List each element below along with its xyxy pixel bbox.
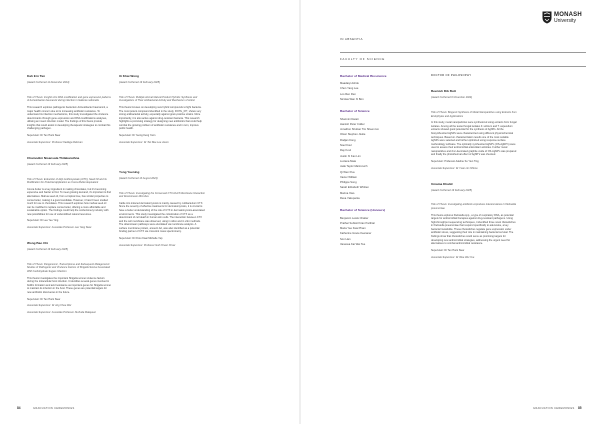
header-rule-top xyxy=(340,52,586,53)
list-item: Marina Xiao xyxy=(340,191,355,195)
list-item: Qi Wen Pua xyxy=(340,170,355,174)
graduate-name: Kah Ern Tan xyxy=(27,74,45,78)
list-item: Nicolas Wan Xi Bon xyxy=(340,98,364,102)
associate-supervisor: Associate Supervisor: Professor Goh Chuen Chow xyxy=(119,243,176,247)
thesis-title: Title of Thesis: Extraction of Allyl isothiocyanate (AITC), Seed Oil and its Modification for Potential Application as Cocoa Butter Equivalent xyxy=(27,177,107,185)
graduate-entry xyxy=(27,241,111,315)
list-item: Katherine Grace Keeraner xyxy=(340,232,372,236)
graduate-list xyxy=(340,81,424,102)
supervisor: Supervisor: Dr Lee Yee Ying xyxy=(27,219,59,223)
list-item: Sharmini Darati xyxy=(340,117,359,121)
associate-supervisor: Associate Supervisor: Associate Professor Lee Yang Siew xyxy=(27,226,92,230)
graduate-name: Wong Bao Chi xyxy=(27,240,49,245)
thesis-title: Title of Thesis: Investigating the Conserved CTX-M-2/3 Membrane Interaction and Downstream Microbes xyxy=(119,191,205,199)
degree-heading: Bachelor of Science (Honours) xyxy=(340,208,386,213)
list-item: Luciana Mate xyxy=(340,159,357,163)
faculty-label: FACULTY OF SCIENCE xyxy=(340,57,385,61)
column-1 xyxy=(27,74,111,318)
logo-subwordmark: University xyxy=(554,17,576,24)
list-item: Reva Yakupanta xyxy=(340,197,360,201)
thesis-title: Title of Thesis: Multiple Animal Natural Product Hybrids: Synthesis and Investigations of Their Antibacterial Activity and Mechanism of Action xyxy=(119,95,198,103)
graduate-name: Beenish Dib Butt xyxy=(431,89,456,94)
list-item: Oliver Stephen Jiukie xyxy=(340,133,366,137)
award-date: (Award Conferred 6 November 2024) xyxy=(431,96,473,100)
list-item: Jade Taylor Marinovich xyxy=(340,165,368,169)
list-item: Hamish Peter Collier xyxy=(340,122,365,126)
list-item: Sarah Elizabeth Whitten xyxy=(340,186,369,190)
graduate-entry xyxy=(431,182,517,260)
supervisor: Supervisor: Dr Ten Hock Siew xyxy=(27,134,61,138)
list-item: Xavier William xyxy=(340,175,358,179)
list-item: Maria Yee Kwa Pham xyxy=(340,227,366,231)
thesis-abstract: This research explores pathogenic bacterium Acinetobacter baumannii, a major health concern due to its increasing antibiotic resistance. To understand its infection mechanisms, this study investigated the virulence determinants through gene expression and RNA modifications analyses, utilising an insect infection model. The findings of this thesis provide insights that could assist in developing therapeutic strategies to combat this challenging pathogen. xyxy=(27,106,111,131)
logo-wordmark: MONASH xyxy=(554,12,582,18)
graduate-name: Xi Khai Wong xyxy=(119,74,139,78)
thesis-abstract: This thesis investigates the important Shigella sonnei virulence factors during the intracellular host infection. It identifies several genes involved in biofilm formation and acid resistance as important genes for Shigella sonnei to maintain its infection in the host. These genes are potential targets for new antibiotic discoveries in the future. xyxy=(27,276,111,294)
supervisor: Supervisor: Dr Yeong Keng Yoon xyxy=(119,134,156,138)
award-date: (Award Conferred 11 December 2024) xyxy=(27,81,70,85)
list-item: Maadaiyi Ashok xyxy=(340,82,359,86)
graduate-name: Chamodini Nisansala Thilakarathna xyxy=(27,155,80,160)
list-item: Jonathon Shuban Tim Sheen Ho xyxy=(340,128,379,132)
list-item: Chen Yang Lee xyxy=(340,87,359,91)
thesis-title: Title of Thesis: Pangenomic, Transcriptome and Subsequent Metagenomic Studies of Pathogenic and Virulence Factors of Shigella Sonnei Associated With Carbohydrate Sugars Infection xyxy=(27,262,110,273)
graduate-entry xyxy=(119,74,205,145)
award-date: (Award Conferred 19 February 2025) xyxy=(27,248,68,252)
associate-supervisor: Associate Supervisor: Dr Tan Bee Lee Jason xyxy=(119,140,169,144)
list-item: Benjamin Lewis Chatter xyxy=(340,216,369,220)
list-item: Noel Koul xyxy=(340,144,352,148)
thesis-abstract: This thesis focuses on developing new hybrid compounds to fight bacteria. The most potent compound identified in the study, FO/HL_03*, shows very strong antibacterial activity, especially against gram-positive strains. More importantly, it is also active against drug-resistant bacteria. This research highlights a promising strategy for designing new antibiotics that could help combat the growing problem of antibiotic resistance and in turn, improve public health. xyxy=(119,106,202,131)
column-4 xyxy=(431,74,517,262)
thesis-title: Title of Thesis: Insights into RNA modification and gene expression patterns of Acinetobacter baumannii during infection in Galleria mellonella xyxy=(27,95,111,103)
page-number-left: 84 xyxy=(17,406,21,410)
graduate-list xyxy=(340,117,424,202)
associate-supervisor: Associate Supervisor: Dr Wee Wei Yee xyxy=(431,255,475,259)
thesis-title: Title of Thesis: Investigating antibiotic-coproduce tolerancstance in Klebsiella pneumoniae xyxy=(431,203,517,210)
graduate-entry xyxy=(27,156,111,230)
list-item: Son Han xyxy=(340,237,351,241)
supervisor: Supervisor: Dr Ten Hock Siew xyxy=(27,297,61,301)
award-date: (Award Conferred 19 February 2025) xyxy=(431,188,472,192)
page-number-right: 85 xyxy=(578,406,582,410)
list-item: Prathar Subtsit Kiran Parthiar xyxy=(340,221,375,225)
list-item: Vanessa Kai Wei Tee xyxy=(340,242,366,246)
supervisor: Supervisor: Dr Khoo Kwai Michelle Yap xyxy=(119,237,163,240)
degree-heading: Bachelor of Science xyxy=(340,109,370,114)
degree-heading: Bachelor of Medical Bioscience xyxy=(340,74,387,78)
graduate-entry xyxy=(431,89,517,170)
list-item: Philippe Song xyxy=(340,181,357,185)
column-2 xyxy=(119,74,205,250)
footer-text-left: GRADUATION CEREMONIES xyxy=(33,407,75,410)
list-item: Justin Xi Kan Lim xyxy=(340,154,361,158)
degree-heading: DOCTOR OF PHILOSOPHY xyxy=(431,74,472,77)
graduate-entry xyxy=(119,170,205,248)
graduate-list xyxy=(340,216,424,248)
supervisor: Supervisor: Dr Ten Hock Siew xyxy=(431,248,465,252)
header-rule-bottom xyxy=(340,66,586,67)
section-label: IN ABSENTIA xyxy=(340,37,363,41)
thesis-abstract: Cocoa butter is a key ingredient in making chocolates, but it's becoming expensive and harder to find. To meet growing demand, it's important to find alternatives. Mahua seed oil, from a tropical tree, has similar properties to cocoa butter, making it a good candidate. However, it hasn't been studied much for use in chocolates. This research explores how mahua seed oil can be modified to replace cocoa butter, offering a more affordable and sustainable option. The findings could help the confectionery industry with new possibilities for use of underutilized natural resources. xyxy=(27,187,111,216)
associate-supervisor: Associate Supervisor: Professor Kadlega Rahman xyxy=(27,140,83,144)
list-item: Ray Koul xyxy=(340,149,351,153)
thesis-abstract: In this study, metal nanoparticles were synthesized using extracts from fungal isolates. Among all the tested fungal isolates F. solinum and T. asperellum extracts showed good potential for the synthesis of AgNPs. All the biosynthesized AgNPs were characterized using different physicochemical techniques. Based on characterization results one of the most suitable AgNPs were selected and further optimized using response surface methodology software. The optimally synthesized AgNP's (OS-AgNP's) were used to assess their antimicrobial antioxidant activities. Further metal nanoparticles and zinc-decorated graphite oxide of OS-AgNP's was prepared and finally the photothermal effect of AgNP's was checked. xyxy=(431,121,517,157)
list-item: Loo Ren Ren xyxy=(340,92,356,96)
column-3 xyxy=(340,74,424,254)
award-date: (Award Conferred 19 February 2025) xyxy=(119,81,160,85)
thesis-title: Title of Thesis: Biogenic Synthesis of Metal Nanoparticles using Extracts from Endophytes and Applications xyxy=(431,111,517,118)
graduate-name: Yong Yuening xyxy=(119,169,140,174)
thesis-abstract: This thesis explores Klebsiella spp., a type of respiratory RNA, as potential targets for antimicrobial therapies against drug-resistant pathogens. Using high-throughput sequencing techniques, it identified three novel riboswitches in Klebsiella pneumoniae that respond specifically to adenosine, a key bacterial metabolite. These riboswitches regulate gene expression under antibiotic stress, suggesting their role in maintaining bacterial survival. The findings show that riboswitches could serve as promising targets for developing new antimicrobial strategies, addressing the urgent need for alternatives to combat antimicrobial resistance. xyxy=(431,213,516,246)
associate-supervisor: Associate Supervisor: Associate Professor Nurhuda Matayeen xyxy=(27,311,96,315)
monash-shield-icon xyxy=(542,11,552,24)
graduate-entry xyxy=(27,74,111,145)
supervisor: Supervisor: Professor Adeline Su Yien Ting xyxy=(431,160,479,164)
monash-logo xyxy=(542,11,586,25)
award-date: (Award Conferred 19 February 2025) xyxy=(27,162,68,166)
associate-supervisor: Associate Supervisor: Dr Ang Chee Wei xyxy=(27,304,72,308)
award-date: (Award Conferred 13 August 2024) xyxy=(119,176,158,180)
associate-supervisor: Associate Supervisor: Dr Yuan Lin Ohlone xyxy=(431,166,478,170)
list-item: Rodjan Kong xyxy=(340,138,356,142)
thesis-abstract: Cattle into induced dermatomycosis is mainly caused by cutibacterium CTX. Since the severity of effective treatments for dermatomycosis, it is crucial to have a better understanding of the role of CTX in dermatomycosis-associated environments. This study investigated the colonization of CTX as a determinant of cell death in human skin cells. The interaction between CTX and the cell membrane was observed, using in silico and in vitro methods. The downstream pathways were elucidated via membrane analysis. A surface membrane protein, annexin A2, was also identified as a potential binding partner of CTX via cross-link mass spectrometry. xyxy=(119,201,205,234)
graduate-name: Umama Khalid xyxy=(431,181,453,186)
footer-text-right: GRADUATION CEREMONIES xyxy=(533,407,575,410)
